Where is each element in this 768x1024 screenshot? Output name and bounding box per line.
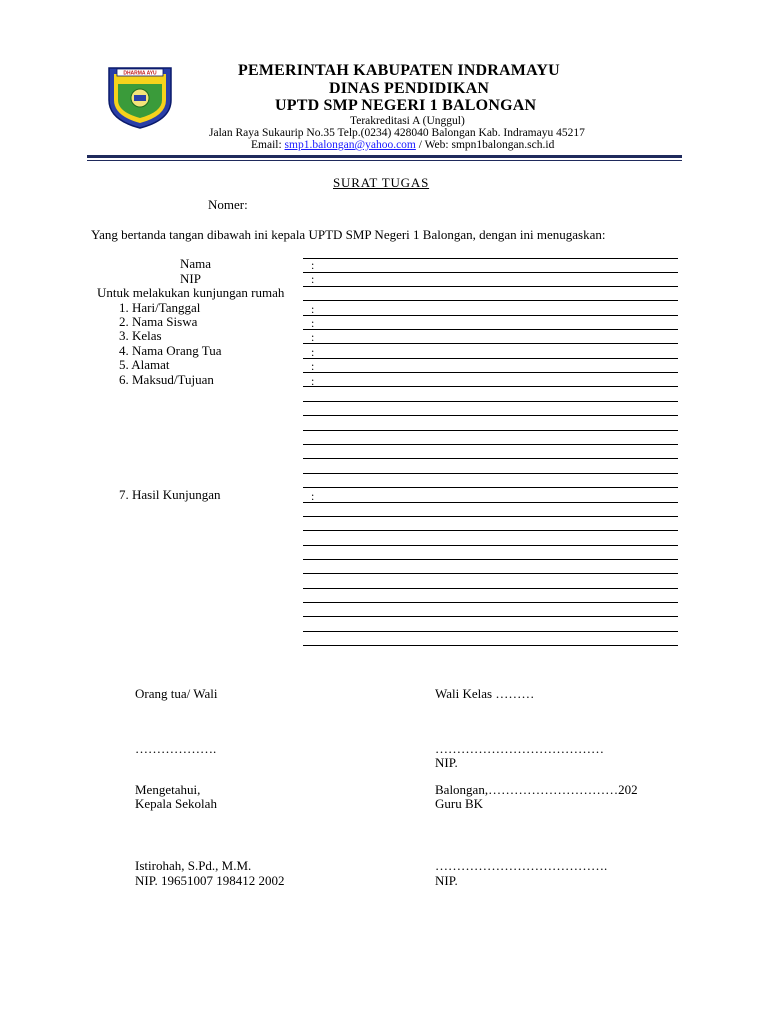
counselor-nip: NIP. <box>435 873 458 888</box>
intro-text: Yang bertanda tangan dibawah ini kepala UPTD SMP Negeri 1 Balongan, dengan ini menugaskan: <box>91 227 606 242</box>
header-line1: PEMERINTAH KABUPATEN INDRAMAYU <box>238 62 560 79</box>
form-line <box>303 272 678 273</box>
form-line <box>303 545 678 546</box>
colon-nama: : <box>311 258 315 272</box>
colon-maksud: : <box>311 374 315 388</box>
accreditation: Terakreditasi A (Unggul) <box>350 115 465 127</box>
form-line <box>303 602 678 603</box>
colon-hasil: : <box>311 489 315 503</box>
email-label: Email: <box>251 139 285 151</box>
form-line <box>303 473 678 474</box>
form-line <box>303 573 678 574</box>
item-nama-orang-tua: 4. Nama Orang Tua <box>119 343 222 358</box>
purpose-text: Untuk melakukan kunjungan rumah <box>97 285 285 300</box>
form-line <box>303 487 678 488</box>
homeroom-nip: NIP. <box>435 755 458 770</box>
header-divider-thick <box>87 155 682 158</box>
form-line <box>303 516 678 517</box>
item-nama-siswa: 2. Nama Siswa <box>119 314 198 329</box>
parent-signature-dots: ………………. <box>135 741 217 756</box>
form-line <box>303 444 678 445</box>
logo-lettering: DHARMA AYU <box>123 70 157 77</box>
nama-label: Nama <box>180 256 212 271</box>
item-maksud-tujuan: 6. Maksud/Tujuan <box>119 372 214 387</box>
item-hari-tanggal: 1. Hari/Tanggal <box>119 300 201 315</box>
header-line3: UPTD SMP NEGERI 1 BALONGAN <box>275 97 537 114</box>
form-line <box>303 286 678 287</box>
form-line <box>303 430 678 431</box>
parent-label: Orang tua/ Wali <box>135 686 218 701</box>
acknowledged-label: Mengetahui, <box>135 782 201 797</box>
colon-siswa: : <box>311 316 315 330</box>
form-line <box>303 530 678 531</box>
homeroom-signature-dots: ………………………………… <box>435 741 604 756</box>
counselor-title: Guru BK <box>435 796 484 811</box>
form-line <box>303 588 678 589</box>
colon-nip: : <box>311 272 315 286</box>
school-logo <box>103 62 177 130</box>
form-line <box>303 386 678 387</box>
form-line <box>303 458 678 459</box>
header-divider-thin <box>87 160 682 161</box>
form-line <box>303 372 678 373</box>
homeroom-label: Wali Kelas ……… <box>435 686 535 701</box>
contact-line <box>251 139 554 151</box>
form-line <box>303 631 678 632</box>
shield-emblem-icon <box>103 62 177 130</box>
colon-hari: : <box>311 302 315 316</box>
email-link[interactable]: smp1.balongan@yahoo.com <box>284 139 416 151</box>
form-line <box>303 559 678 560</box>
form-line <box>303 329 678 330</box>
item-kelas: 3. Kelas <box>119 328 162 343</box>
address: Jalan Raya Sukaurip No.35 Telp.(0234) 428040 Balongan Kab. Indramayu 45217 <box>209 127 585 139</box>
colon-orangtua: : <box>311 345 315 359</box>
counselor-signature-dots: …………………………………. <box>435 858 608 873</box>
form-line <box>303 616 678 617</box>
place-date: Balongan,…………………………202 <box>435 782 638 797</box>
form-line <box>303 502 678 503</box>
principal-title: Kepala Sekolah <box>135 796 217 811</box>
web-text: / Web: smpn1balongan.sch.id <box>415 139 555 151</box>
principal-nip: NIP. 19651007 198412 2002 <box>135 873 285 888</box>
form-line <box>303 300 678 301</box>
item-alamat: 5. Alamat <box>119 357 170 372</box>
header-line2: DINAS PENDIDIKAN <box>329 80 490 97</box>
doc-title: SURAT TUGAS <box>333 175 430 190</box>
item-hasil-kunjungan: 7. Hasil Kunjungan <box>119 487 221 502</box>
form-line <box>303 401 678 402</box>
form-line <box>303 343 678 344</box>
colon-kelas: : <box>311 330 315 344</box>
colon-alamat: : <box>311 359 315 373</box>
nip-label: NIP <box>180 271 201 286</box>
form-line <box>303 315 678 316</box>
form-line <box>303 258 678 259</box>
form-line <box>303 415 678 416</box>
number-label: Nomer: <box>208 197 248 212</box>
form-line <box>303 645 678 646</box>
principal-name: Istirohah, S.Pd., M.M. <box>135 858 252 873</box>
form-line <box>303 358 678 359</box>
